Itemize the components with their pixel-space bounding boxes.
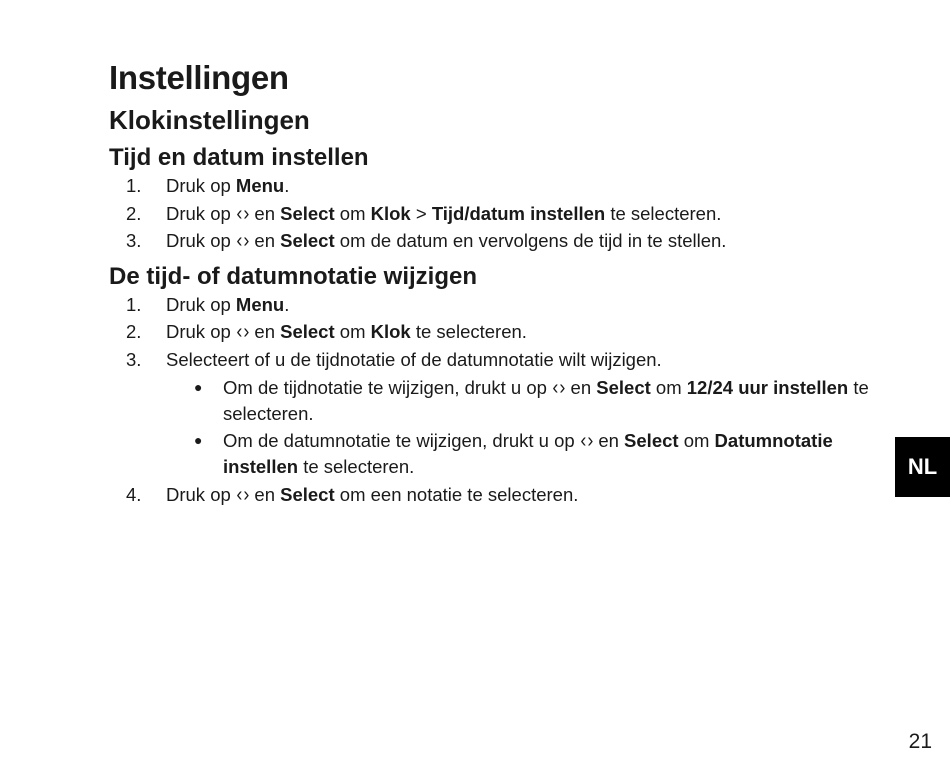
select-key-label: Select [596, 377, 651, 398]
step-number: 2. [126, 202, 142, 224]
chevron-left-icon: ‹ [580, 430, 587, 452]
chevron-right-icon: › [242, 230, 249, 252]
list-item: 1. Druk op Menu. [109, 172, 869, 200]
select-key-label: Select [624, 430, 679, 451]
bullet-icon: ● [194, 432, 203, 448]
section-heading: Klokinstellingen [109, 105, 310, 135]
page-number: 21 [908, 730, 932, 753]
list-item: 3. Druk op ‹› en Select om de datum en vervolgens de tijd in te stellen. [109, 227, 869, 255]
select-key-label: Select [280, 230, 335, 251]
language-tab: NL [895, 437, 950, 497]
list-item: 4. Druk op ‹› en Select om een notatie te selecteren. [109, 481, 869, 509]
chevron-left-icon: ‹ [236, 484, 243, 506]
list-item: 3. Selecteert of u de tijdnotatie of de datumnotatie wilt wijzigen. ● Om de tijdnotatie te wijzigen, drukt u op ‹› en Select om 12/24 uur instellen te selecteren. ● Om de datumnotatie te wijzigen, drukt u op ‹› en Select om Datumnotatie instellen te selecteren. [109, 346, 869, 480]
page-title: Instellingen [109, 59, 289, 96]
step-number: 2. [126, 321, 142, 342]
chevron-right-icon: › [242, 202, 249, 225]
select-key-label: Select [280, 321, 335, 342]
format-options [166, 375, 869, 479]
chevron-right-icon: › [242, 321, 249, 343]
menu-key-label: Menu [235, 293, 285, 315]
list-item: 2. Druk op ‹› en Select om Klok te selecteren. [109, 318, 869, 346]
subsection-heading-format: De tijd- of datumnotatie wijzigen [109, 262, 477, 290]
select-key-label: Select [280, 202, 335, 224]
chevron-left-icon: ‹ [236, 202, 243, 225]
bullet-icon: ● [194, 379, 203, 395]
chevron-left-icon: ‹ [236, 230, 243, 252]
bullet-item: ● Om de tijdnotatie te wijzigen, drukt u op ‹› en Select om 12/24 uur instellen te selecteren. [194, 377, 869, 424]
chevron-left-icon: ‹ [552, 377, 559, 399]
step-number: 3. [126, 348, 142, 370]
chevron-right-icon: › [559, 377, 566, 399]
chevron-right-icon: › [242, 484, 249, 506]
step-number: 3. [126, 230, 142, 251]
step-number: 1. [126, 293, 142, 315]
chevron-right-icon: › [586, 430, 593, 452]
bullet-item: ● Om de datumnotatie te wijzigen, drukt u op ‹› en Select om Datumnotatie instellen te selecteren. [194, 430, 833, 477]
manual-page-content [109, 58, 869, 509]
chevron-left-icon: ‹ [236, 321, 243, 343]
time-date-steps [109, 172, 869, 255]
subsection-heading-time-date: Tijd en datum instellen [109, 144, 369, 171]
list-item: 2. Druk op ‹› en Select om Klok > Tijd/datum instellen te selecteren. [109, 200, 869, 228]
menu-key-label: Menu [235, 175, 285, 196]
list-item: 1. Druk op Menu. [109, 291, 869, 319]
select-key-label: Select [280, 484, 335, 505]
step-number: 1. [126, 175, 142, 196]
format-steps [109, 291, 869, 509]
step-number: 4. [126, 484, 142, 505]
